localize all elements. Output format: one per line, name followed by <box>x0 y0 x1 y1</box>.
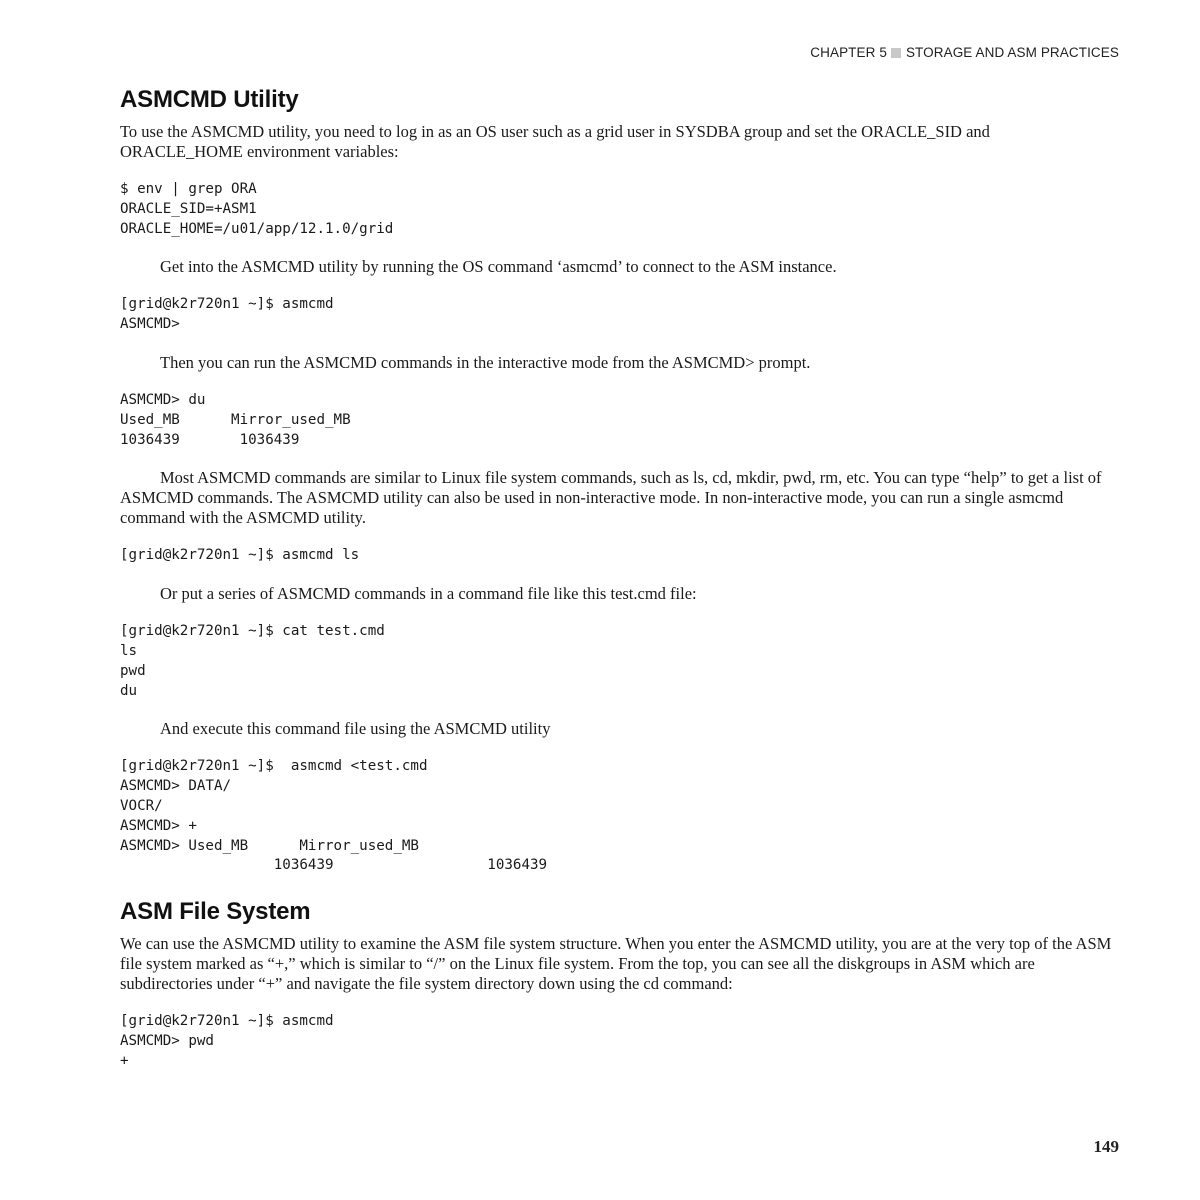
section-heading-asm-file-system: ASM File System <box>120 898 311 926</box>
page-content <box>120 86 1115 1090</box>
chapter-label: CHAPTER 5 <box>810 45 887 60</box>
chapter-title: STORAGE AND ASM PRACTICES <box>905 45 1119 60</box>
separator-square-icon <box>891 48 901 58</box>
section-heading-asmcmd-utility: ASMCMD Utility <box>120 86 299 113</box>
paragraph: To use the ASMCMD utility, you need to log in as an OS user such as a grid user in SYSDBA group and set the ORACLE_SID and ORACLE_HOME environment variables: <box>120 122 990 161</box>
paragraph: We can use the ASMCMD utility to examine the ASM file system structure. When you enter the ASMCMD utility, you are at the very top of the ASM file system marked as “+,” which is similar to “/” on the Linux file system. From the top, you can see all the diskgroups in ASM which are subdirectories under “+” and navigate the file system directory down using the cd command: <box>120 934 1112 994</box>
page-number: 149 <box>1093 1137 1119 1156</box>
code-block: $ env | grep ORA ORACLE_SID=+ASM1 ORACLE_HOME=/u01/app/12.1.0/grid <box>120 181 394 237</box>
paragraph: Or put a series of ASMCMD commands in a command file like this test.cmd file: <box>160 584 697 604</box>
running-header <box>810 45 1119 60</box>
code-block: [grid@k2r720n1 ~]$ asmcmd <test.cmd ASMCMD> DATA/ VOCR/ ASMCMD> + ASMCMD> Used_MB Mirror_used_MB 1036439 1036439 <box>120 758 548 874</box>
paragraph: Then you can run the ASMCMD commands in the interactive mode from the ASMCMD> prompt. <box>160 352 811 372</box>
code-block: [grid@k2r720n1 ~]$ cat test.cmd ls pwd du <box>120 623 385 699</box>
paragraph: And execute this command file using the ASMCMD utility <box>160 719 551 739</box>
paragraph: Most ASMCMD commands are similar to Linux file system commands, such as ls, cd, mkdir, pwd, rm, etc. You can type “help” to get a list of ASMCMD commands. The ASMCMD utility can also be used in non-interactive mode. In non-interactive mode, you can run a single asmcmd command with the ASMCMD utility. <box>120 468 1102 528</box>
code-block: [grid@k2r720n1 ~]$ asmcmd ls <box>120 547 360 564</box>
code-block: [grid@k2r720n1 ~]$ asmcmd ASMCMD> <box>120 296 334 333</box>
code-block: [grid@k2r720n1 ~]$ asmcmd ASMCMD> pwd + <box>120 1013 334 1069</box>
code-block: ASMCMD> du Used_MB Mirror_used_MB 1036439 1036439 <box>120 391 351 448</box>
paragraph: Get into the ASMCMD utility by running the OS command ‘asmcmd’ to connect to the ASM instance. <box>160 257 837 277</box>
